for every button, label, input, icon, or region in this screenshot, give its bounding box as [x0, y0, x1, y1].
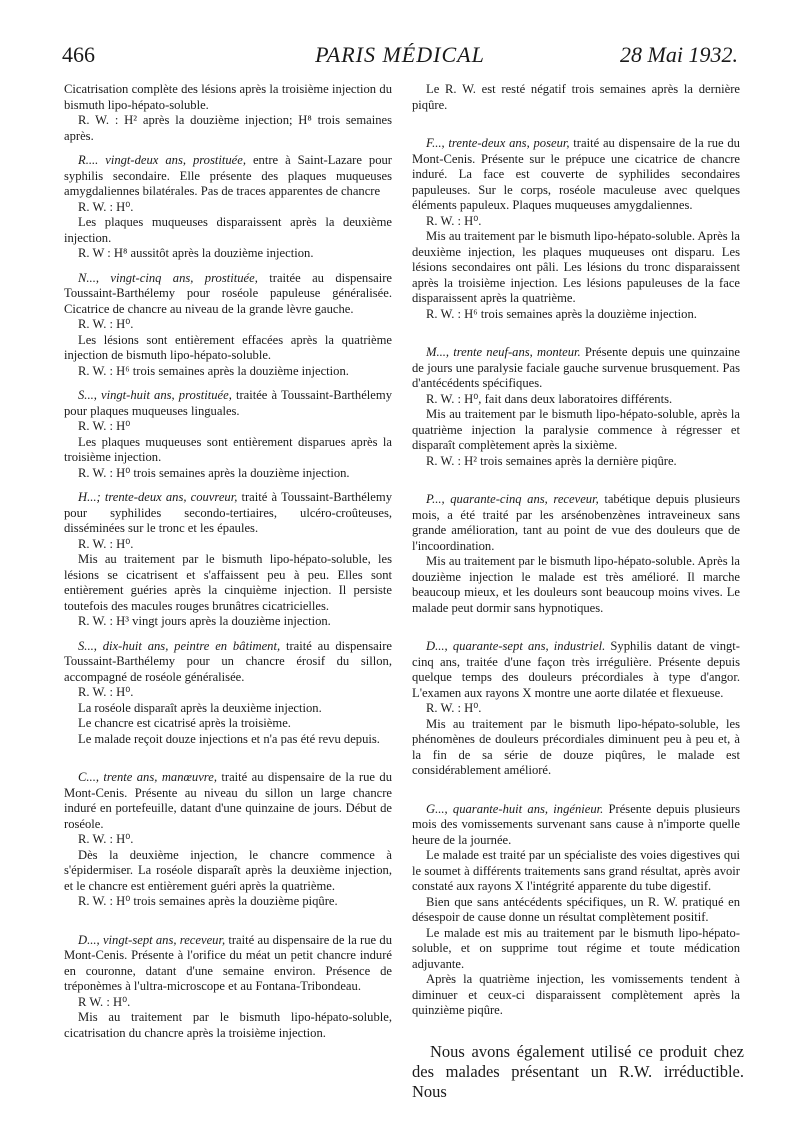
case-paragraph [64, 933, 392, 995]
section-gap [412, 469, 740, 483]
case-text: Présente depuis plusieurs mois des vomissements survenant sans cause à n'importe quelle heure de la journée. [412, 801, 740, 847]
section-gap [412, 616, 740, 630]
page-number: 466 [62, 42, 95, 67]
case-text: Présente depuis une quinzaine de jours une paralysie faciale gauche survenue brusquement. Pas d'antécédents spécifiques. [412, 345, 740, 390]
body-paragraph: Après la quatrième injection, les vomissements tendent à diminuer et ceux-ci disparaissent complètement après la quinzième piqûre. [412, 972, 740, 1017]
body-paragraph: R. W. : H⁰. [426, 213, 482, 228]
body-paragraph: R. W. : H⁰. [78, 199, 134, 214]
case-heading: D..., quarante-sept ans, industriel. [426, 639, 606, 653]
case-heading: S..., vingt-huit ans, prostituée, [78, 388, 232, 402]
body-paragraph: Mis au traitement par le bismuth lipo-hépato-soluble, cicatrisation du chancre après la troisième injection. [64, 1010, 392, 1040]
case-heading: H...; trente-deux ans, couvreur, [78, 490, 238, 504]
body-paragraph: R. W. : H³ vingt jours après la douzième injection. [78, 614, 331, 628]
body-paragraph: R. W. : H⁰. [78, 317, 134, 331]
case-paragraph [64, 153, 392, 200]
body-paragraph: La roséole disparaît après la deuxième injection. [78, 700, 322, 715]
case-text: traité au dispensaire de la rue du Mont-Cenis. Présente sur le prépuce une cicatrice de chancre induré. La face est couverte de syphilides secondaires papuleuses. Sur le corps, roséole maculeuse avec quelques éléments papuleux. Plaques muqueuses amygdaliennes. [412, 136, 740, 212]
body-paragraph: Le malade est mis au traitement par le bismuth lipo-hépato-soluble, et on supprime tout régime et toute médication adjuvante. [412, 925, 740, 971]
body-paragraph: R. W. : H⁰. [78, 832, 134, 846]
body-paragraph: Le chancre est cicatrisé après la troisième. [78, 716, 291, 730]
body-paragraph: Mis au traitement par le bismuth lipo-hépato-soluble. Après la douzième injection le malade est très amélioré. Il marche beaucoup mieux, et les douleurs sont beaucoup moins vives. Le malade peut dormir sans hypnotiques. [412, 554, 740, 615]
body-paragraph: R. W. : H⁰. [78, 536, 134, 551]
page-header [62, 42, 738, 72]
case-heading: F..., trente-deux ans, poseur, [426, 136, 570, 150]
body-paragraph: Mis au traitement par le bismuth lipo-hépato-soluble. Après la deuxième injection, les plaques muqueuses ont disparu. Les lésions secondaires ont pâli. Les lésions du tronc disparaissent après la troisième injection. Les lésions papuleuses de la face disparaissent après la quatrième. [412, 229, 740, 305]
case-paragraph [64, 490, 392, 537]
section-gap [412, 113, 740, 127]
case-paragraph [412, 136, 740, 214]
body-paragraph: Cicatrisation complète des lésions après la troisième injection du bismuth lipo-hépato-soluble. [64, 82, 392, 112]
case-text: traitée à Toussaint-Barthélemy pour plaques muqueuses linguales. [64, 388, 392, 418]
case-text: traité au dispensaire Toussaint-Barthélemy pour un chancre érosif du sillon, accompagné de roséole généralisée. [64, 638, 392, 684]
body-paragraph: R. W. : H⁰ trois semaines après la douzième injection. [78, 465, 350, 480]
section-gap [412, 779, 740, 793]
case-heading: P..., quarante-cinq ans, receveur, [426, 492, 599, 506]
closing-text: Nous avons également utilisé ce produit chez des malades présentant un R.W. irréductible. Nous [412, 1042, 744, 1101]
case-paragraph [64, 271, 392, 318]
body-paragraph: R W. : H⁰. [78, 994, 131, 1009]
case-heading: M..., trente neuf-ans, monteur. [426, 345, 581, 359]
case-paragraph [64, 388, 392, 419]
case-text: traité au dispensaire de la rue du Mont-Cenis. Présente à l'orifice du méat un petit chancre induré en couronne, datant d'une semaine environ. Présence de tréponèmes à l'ultra-microscope et au Fontana-Tribondeau. [64, 932, 392, 993]
body-paragraph: R. W. : H⁰. [78, 685, 134, 699]
closing-paragraph [412, 1042, 744, 1102]
body-paragraph: R. W. : H⁰. [426, 701, 482, 715]
right-column [412, 82, 740, 1019]
case-text: traitée au dispensaire Toussaint-Barthélemy pour roséole papuleuse généralisée. Cicatrice de chancre au niveau de la grande lèvre gauche. [64, 270, 392, 316]
journal-title: PARIS MÉDICAL [315, 42, 485, 67]
case-heading: D..., vingt-sept ans, receveur, [78, 932, 226, 947]
case-text: traité à Toussaint-Barthélemy pour syphilides secondo-tertiaires, ulcéro-croûteuses, disséminées sur le tronc et les épaules. [64, 490, 392, 535]
case-heading: G..., quarante-huit ans, ingénieur. [426, 801, 604, 816]
section-gap [412, 322, 740, 336]
body-paragraph: Les lésions sont entièrement effacées après la quatrième injection de bismuth lipo-hépato-soluble. [64, 332, 392, 362]
body-paragraph: Bien que sans antécédents spécifiques, un R. W. pratiqué en désespoir de cause donne un résultat complètement positif. [412, 894, 740, 924]
section-gap [64, 747, 392, 761]
body-paragraph: Mis au traitement par le bismuth lipo-hépato-soluble, les lésions se cicatrisent et s'affaissent peu à peu. Elles sont entièrement guéries après la cinquième injection. Il persiste toutefois des macules rouges brunâtres cicatricielles. [64, 552, 392, 613]
body-paragraph: Les plaques muqueuses sont entièrement disparues après la troisième injection. [64, 434, 392, 464]
case-paragraph [412, 492, 740, 554]
case-paragraph [64, 639, 392, 686]
body-paragraph: Le malade est traité par un spécialiste des voies digestives qui le soumet à différents traitements sans grand résultat, après avoir constaté aux rayons X l'intégrité apparente du tube digestif. [412, 848, 740, 893]
body-paragraph: R. W. : H⁰ [78, 419, 131, 433]
body-paragraph: R. W. : H² trois semaines après la dernière piqûre. [426, 453, 677, 468]
case-paragraph [412, 802, 740, 849]
body-paragraph: R. W. : H⁰ trois semaines après la douzième piqûre. [78, 894, 338, 908]
case-paragraph [64, 770, 392, 832]
body-paragraph: Mis au traitement par le bismuth lipo-hépato-soluble, après la quatrième injection la paralysie commence à régresser et disparaît complètement après la sixième. [412, 407, 740, 452]
case-paragraph [412, 345, 740, 392]
case-text: traité au dispensaire de la rue du Mont-Cenis. Présente au niveau du sillon un large chancre induré en portefeuille, datant d'une quinzaine de jours. Début de roséole. [64, 770, 392, 831]
case-text: tabétique depuis plusieurs mois, a été traité par les arsénobenzènes intraveineux sans grande amélioration, tant au point de vue des douleurs que de l'incoordination. [412, 492, 740, 553]
case-text: entre à Saint-Lazare pour syphilis secondaire. Elle présente des plaques muqueuses amygdaliennes bilatérales. Pas de traces apparentes de chancre [64, 153, 392, 198]
body-paragraph: R. W. : H⁰, fait dans deux laboratoires différents. [426, 391, 673, 406]
body-paragraph: R. W. : H⁶ trois semaines après la douzième injection. [78, 363, 349, 378]
case-heading: R.... vingt-deux ans, prostituée, [78, 153, 246, 167]
issue-date: 28 Mai 1932. [620, 42, 738, 67]
body-paragraph: R. W : H⁸ aussitôt après la douzième injection. [78, 246, 314, 260]
body-paragraph: R. W. : H² après la douzième injection; H⁸ trois semaines après. [64, 113, 392, 143]
body-paragraph: Mis au traitement par le bismuth lipo-hépato-soluble, les phénomènes de douleurs précordiales diminuent peu à peu et, à la fin de sa série de douze piqûres, le malade est considérablement amélioré. [412, 716, 740, 777]
case-heading: N..., vingt-cinq ans, prostituée, [78, 270, 258, 285]
body-paragraph: Le malade reçoit douze injections et n'a pas été revu depuis. [78, 731, 380, 746]
section-gap [64, 910, 392, 924]
body-paragraph: Les plaques muqueuses disparaissent après la deuxième injection. [64, 215, 392, 245]
case-heading: S..., dix-huit ans, peintre en bâtiment, [78, 638, 281, 653]
case-paragraph [412, 639, 740, 701]
body-paragraph: Le R. W. est resté négatif trois semaines après la dernière piqûre. [412, 82, 740, 112]
case-heading: C..., trente ans, manœuvre, [78, 770, 217, 784]
left-column [64, 82, 392, 1041]
case-text: Syphilis datant de vingt-cinq ans, traitée d'une façon très irrégulière. Présente depuis quelque temps des douleurs précordiales à type d'angor. L'examen aux rayons X montre une aorte dilatée et flexueuse. [412, 639, 740, 700]
body-paragraph: R. W. : H⁶ trois semaines après la douzième injection. [426, 306, 697, 321]
body-paragraph: Dès la deuxième injection, le chancre commence à s'épidermiser. La roséole disparaît après la deuxième injection, et le chancre est entièrement guéri après la quatrième. [64, 847, 392, 893]
